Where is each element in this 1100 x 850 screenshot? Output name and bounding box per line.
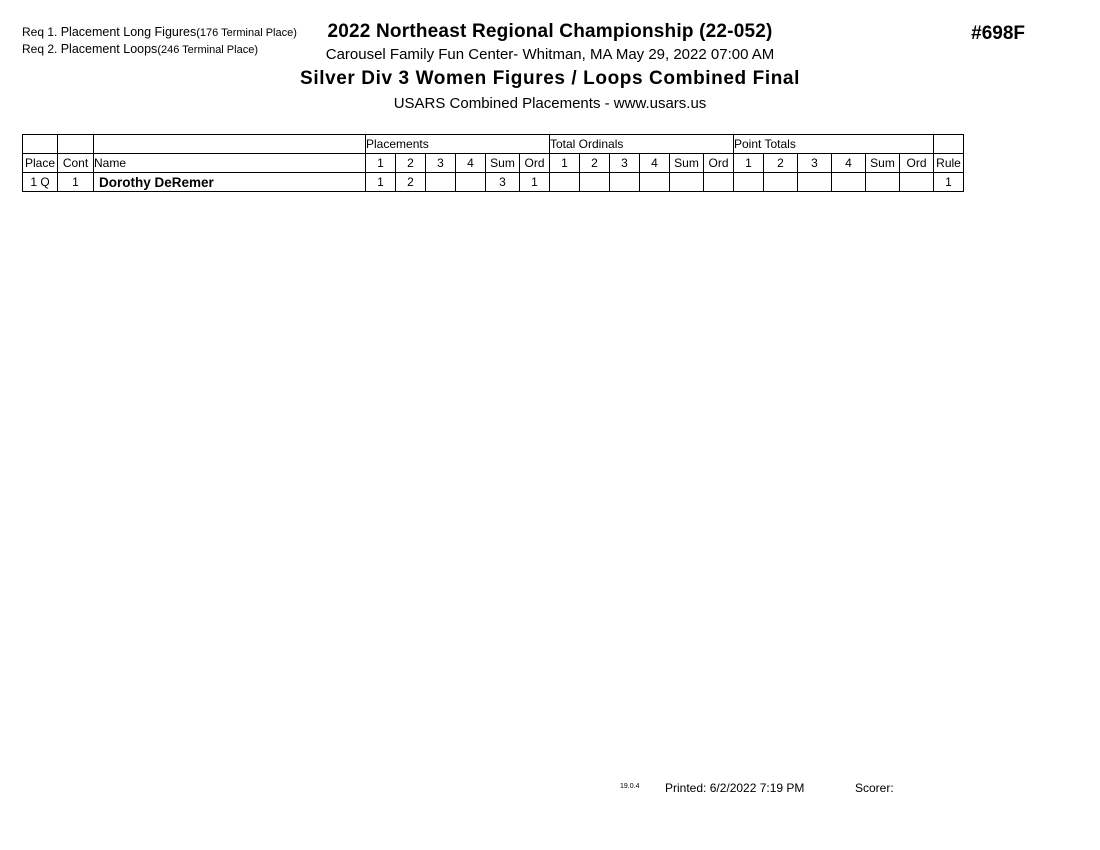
cell-points-2 — [764, 173, 798, 192]
results-table-wrapper — [22, 134, 964, 192]
col-header-place: Place — [23, 154, 58, 173]
requirement-number: 1. — [47, 25, 58, 39]
col-header-points-2: 2 — [764, 154, 798, 173]
cell-points-3 — [798, 173, 832, 192]
col-header-placements-sum: Sum — [486, 154, 520, 173]
col-header-name: Name — [94, 154, 366, 173]
requirement-label: Req — [22, 42, 45, 56]
cell-ordinals-3 — [610, 173, 640, 192]
cell-placements-ord: 1 — [520, 173, 550, 192]
col-header-points-4: 4 — [832, 154, 866, 173]
cell-points-ord — [900, 173, 934, 192]
results-table — [22, 134, 964, 192]
scorer-label: Scorer: — [855, 781, 894, 795]
cell-points-4 — [832, 173, 866, 192]
col-header-placements-3: 3 — [426, 154, 456, 173]
column-header-row — [23, 154, 964, 173]
col-header-points-1: 1 — [734, 154, 764, 173]
cell-ordinals-1 — [550, 173, 580, 192]
requirement-note: (246 Terminal Place) — [157, 44, 258, 56]
col-header-ordinals-4: 4 — [640, 154, 670, 173]
page-title: 2022 Northeast Regional Championship (22-052) — [327, 21, 773, 42]
requirement-note: (176 Terminal Place) — [196, 27, 297, 39]
col-header-ordinals-3: 3 — [610, 154, 640, 173]
group-label-total-ordinals: Total Ordinals — [550, 135, 734, 154]
spacer-cell — [94, 135, 366, 154]
venue-line: Carousel Family Fun Center- Whitman, MA May 29, 2022 07:00 AM — [325, 46, 775, 63]
document-code: #698F — [971, 23, 1025, 44]
cell-ordinals-sum — [670, 173, 704, 192]
version-code: 19.0.4 — [620, 783, 640, 790]
requirement-text: Placement Loops — [60, 42, 158, 56]
printed-timestamp: Printed: 6/2/2022 7:19 PM — [665, 781, 805, 795]
cell-ordinals-4 — [640, 173, 670, 192]
col-header-ordinals-1: 1 — [550, 154, 580, 173]
spacer-cell — [934, 135, 964, 154]
requirement-text: Placement Long Figures — [60, 25, 197, 39]
col-header-points-ord: Ord — [900, 154, 934, 173]
cell-placements-4 — [456, 173, 486, 192]
requirement-number: 2. — [47, 42, 58, 56]
cell-cont: 1 — [58, 173, 94, 192]
col-header-placements-ord: Ord — [520, 154, 550, 173]
table-row[interactable] — [23, 173, 964, 192]
col-header-ordinals-ord: Ord — [704, 154, 734, 173]
col-header-points-3: 3 — [798, 154, 832, 173]
cell-placements-2: 2 — [396, 173, 426, 192]
group-header-row — [23, 135, 964, 154]
col-header-rule: Rule — [934, 154, 964, 173]
col-header-ordinals-sum: Sum — [670, 154, 704, 173]
cell-points-1 — [734, 173, 764, 192]
col-header-ordinals-2: 2 — [580, 154, 610, 173]
cell-place: 1 Q — [23, 173, 58, 192]
col-header-cont: Cont — [58, 154, 94, 173]
cell-placements-3 — [426, 173, 456, 192]
group-label-point-totals: Point Totals — [734, 135, 934, 154]
col-header-placements-1: 1 — [366, 154, 396, 173]
requirement-label: Req — [22, 25, 45, 39]
subtitle: USARS Combined Placements - www.usars.us — [393, 95, 707, 112]
col-header-points-sum: Sum — [866, 154, 900, 173]
cell-name: Dorothy DeRemer — [94, 173, 366, 192]
cell-rule: 1 — [934, 173, 964, 192]
event-title: Silver Div 3 Women Figures / Loops Combined Final — [300, 68, 800, 89]
cell-placements-sum: 3 — [486, 173, 520, 192]
col-header-placements-4: 4 — [456, 154, 486, 173]
cell-points-sum — [866, 173, 900, 192]
title-block — [0, 20, 1100, 115]
group-label-placements: Placements — [366, 135, 550, 154]
spacer-cell — [23, 135, 58, 154]
cell-ordinals-ord — [704, 173, 734, 192]
col-header-placements-2: 2 — [396, 154, 426, 173]
cell-ordinals-2 — [580, 173, 610, 192]
spacer-cell — [58, 135, 94, 154]
cell-placements-1: 1 — [366, 173, 396, 192]
